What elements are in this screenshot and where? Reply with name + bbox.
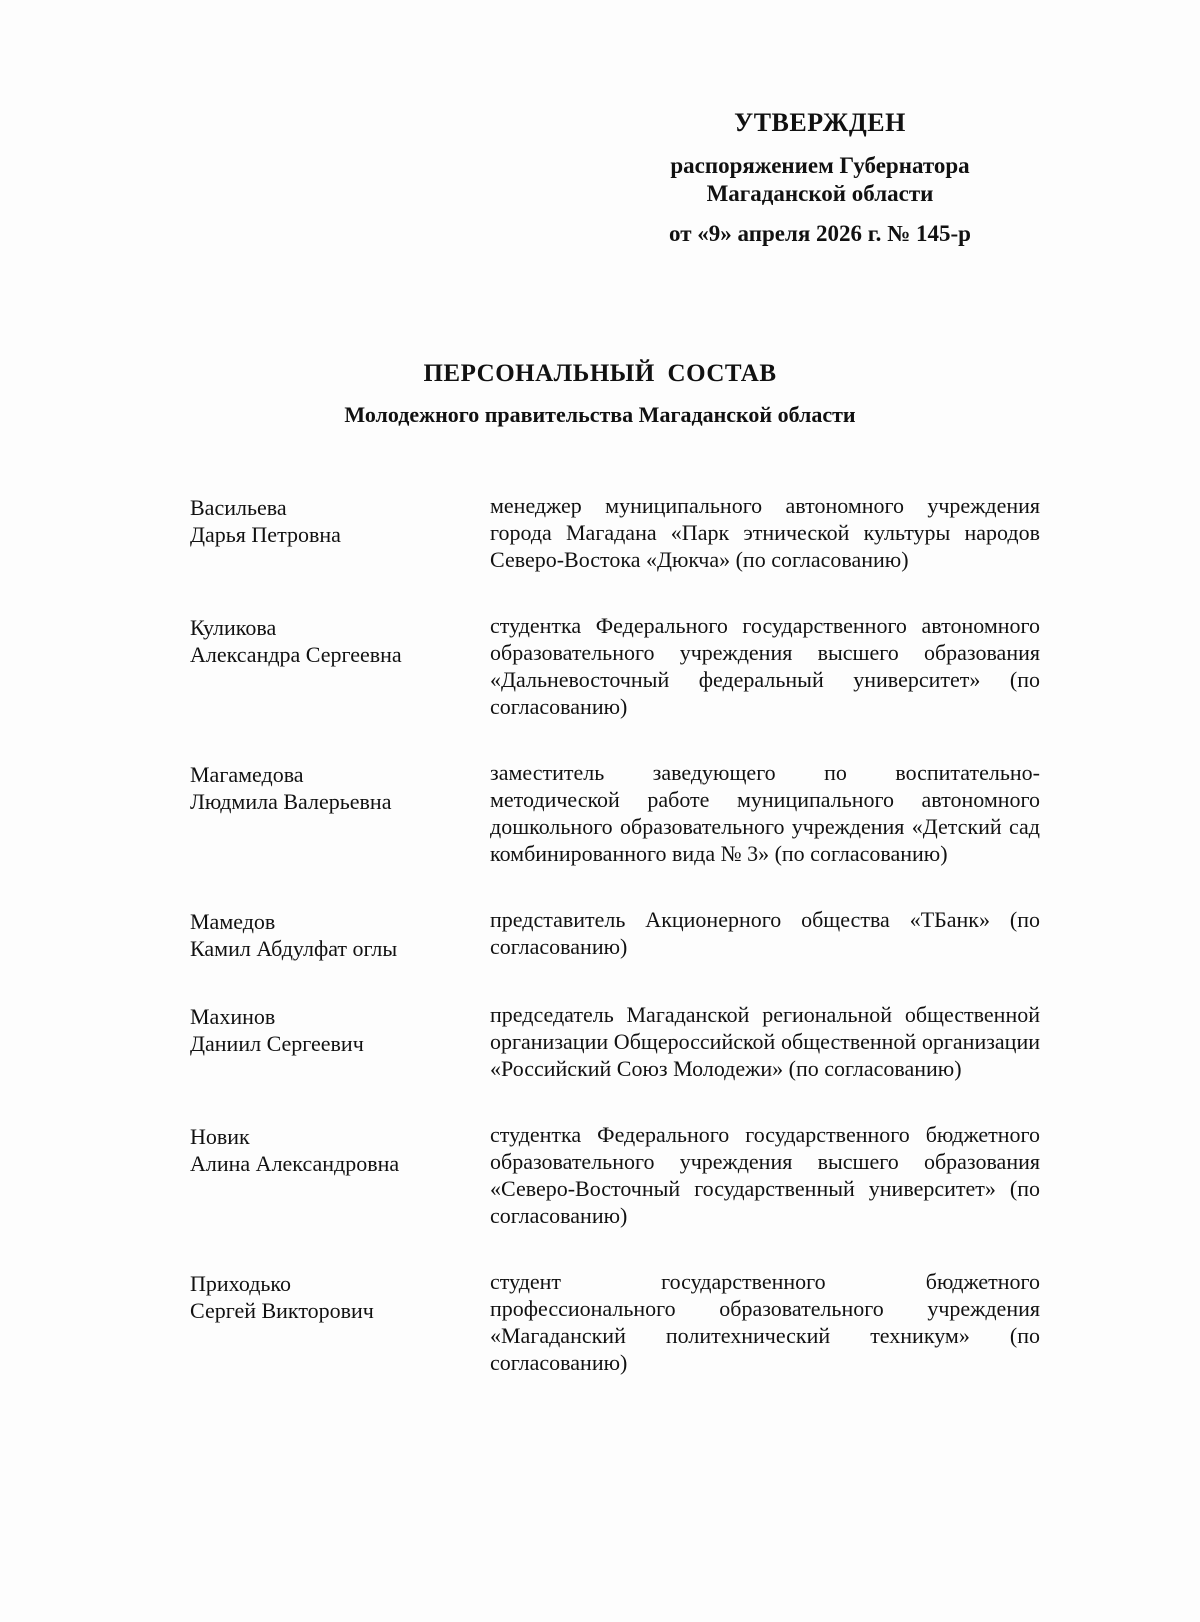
member-row bbox=[190, 492, 1060, 573]
member-row bbox=[190, 1268, 1060, 1376]
member-name bbox=[190, 1268, 490, 1324]
member-row bbox=[190, 1121, 1060, 1229]
member-role: студентка Федерального государственного бюджетного образовательного учреждения высшего образования «Северо-Восточный государственный университет» (по согласованию) bbox=[490, 1122, 1040, 1228]
member-surname: Куликова bbox=[190, 615, 277, 640]
member-given-name: Дарья Петровна bbox=[190, 522, 341, 547]
approval-block bbox=[600, 108, 1040, 248]
approval-order: от «9» апреля 2026 г. № 145-р bbox=[669, 221, 971, 246]
member-surname: Новик bbox=[190, 1124, 250, 1149]
member-given-name: Алина Александровна bbox=[190, 1151, 400, 1176]
approval-stamp: УТВЕРЖДЕН bbox=[734, 108, 906, 137]
member-surname: Махинов bbox=[190, 1004, 276, 1029]
member-name bbox=[190, 492, 490, 548]
member-role: менеджер муниципального автономного учреждения города Магадана «Парк этнической культуры народов Северо-Востока «Дюкча» (по согласованию) bbox=[490, 493, 1040, 572]
member-surname: Приходько bbox=[190, 1271, 291, 1296]
member-row bbox=[190, 612, 1060, 720]
members-list bbox=[190, 492, 1060, 1376]
member-surname: Магамедова bbox=[190, 762, 304, 787]
member-given-name: Людмила Валерьевна bbox=[190, 789, 392, 814]
member-row bbox=[190, 906, 1060, 962]
title-block bbox=[200, 360, 1000, 428]
member-given-name: Камил Абдулфат оглы bbox=[190, 936, 398, 961]
document-subtitle: Молодежного правительства Магаданской области bbox=[344, 402, 856, 427]
member-role: председатель Магаданской региональной общественной организации Общероссийской общественной организации «Российский Союз Молодежи» (по согласованию) bbox=[490, 1002, 1040, 1081]
member-given-name: Александра Сергеевна bbox=[190, 642, 402, 667]
member-given-name: Сергей Викторович bbox=[190, 1298, 374, 1323]
approval-line-2: Магаданской области bbox=[706, 181, 934, 206]
approval-line-1: распоряжением Губернатора bbox=[670, 153, 970, 178]
member-row bbox=[190, 1001, 1060, 1082]
member-role: студент государственного бюджетного профессионального образовательного учреждения «Магаданский политехнический техникум» (по согласованию) bbox=[490, 1269, 1040, 1375]
member-surname: Мамедов bbox=[190, 909, 276, 934]
member-name bbox=[190, 612, 490, 668]
member-surname: Васильева bbox=[190, 495, 287, 520]
member-row bbox=[190, 759, 1060, 867]
member-name bbox=[190, 1121, 490, 1177]
member-name bbox=[190, 1001, 490, 1057]
member-role: представитель Акционерного общества «ТБанк» (по согласованию) bbox=[490, 907, 1040, 959]
member-given-name: Даниил Сергеевич bbox=[190, 1031, 364, 1056]
member-name bbox=[190, 906, 490, 962]
member-role: студентка Федерального государственного автономного образовательного учреждения высшего образования «Дальневосточный федеральный университет» (по согласованию) bbox=[490, 613, 1040, 719]
member-role: заместитель заведующего по воспитательно-методической работе муниципального автономного дошкольного образовательного учреждения «Детский сад комбинированного вида № 3» (по согласованию) bbox=[490, 760, 1040, 866]
member-name bbox=[190, 759, 490, 815]
document-title: ПЕРСОНАЛЬНЫЙ СОСТАВ bbox=[423, 360, 777, 387]
